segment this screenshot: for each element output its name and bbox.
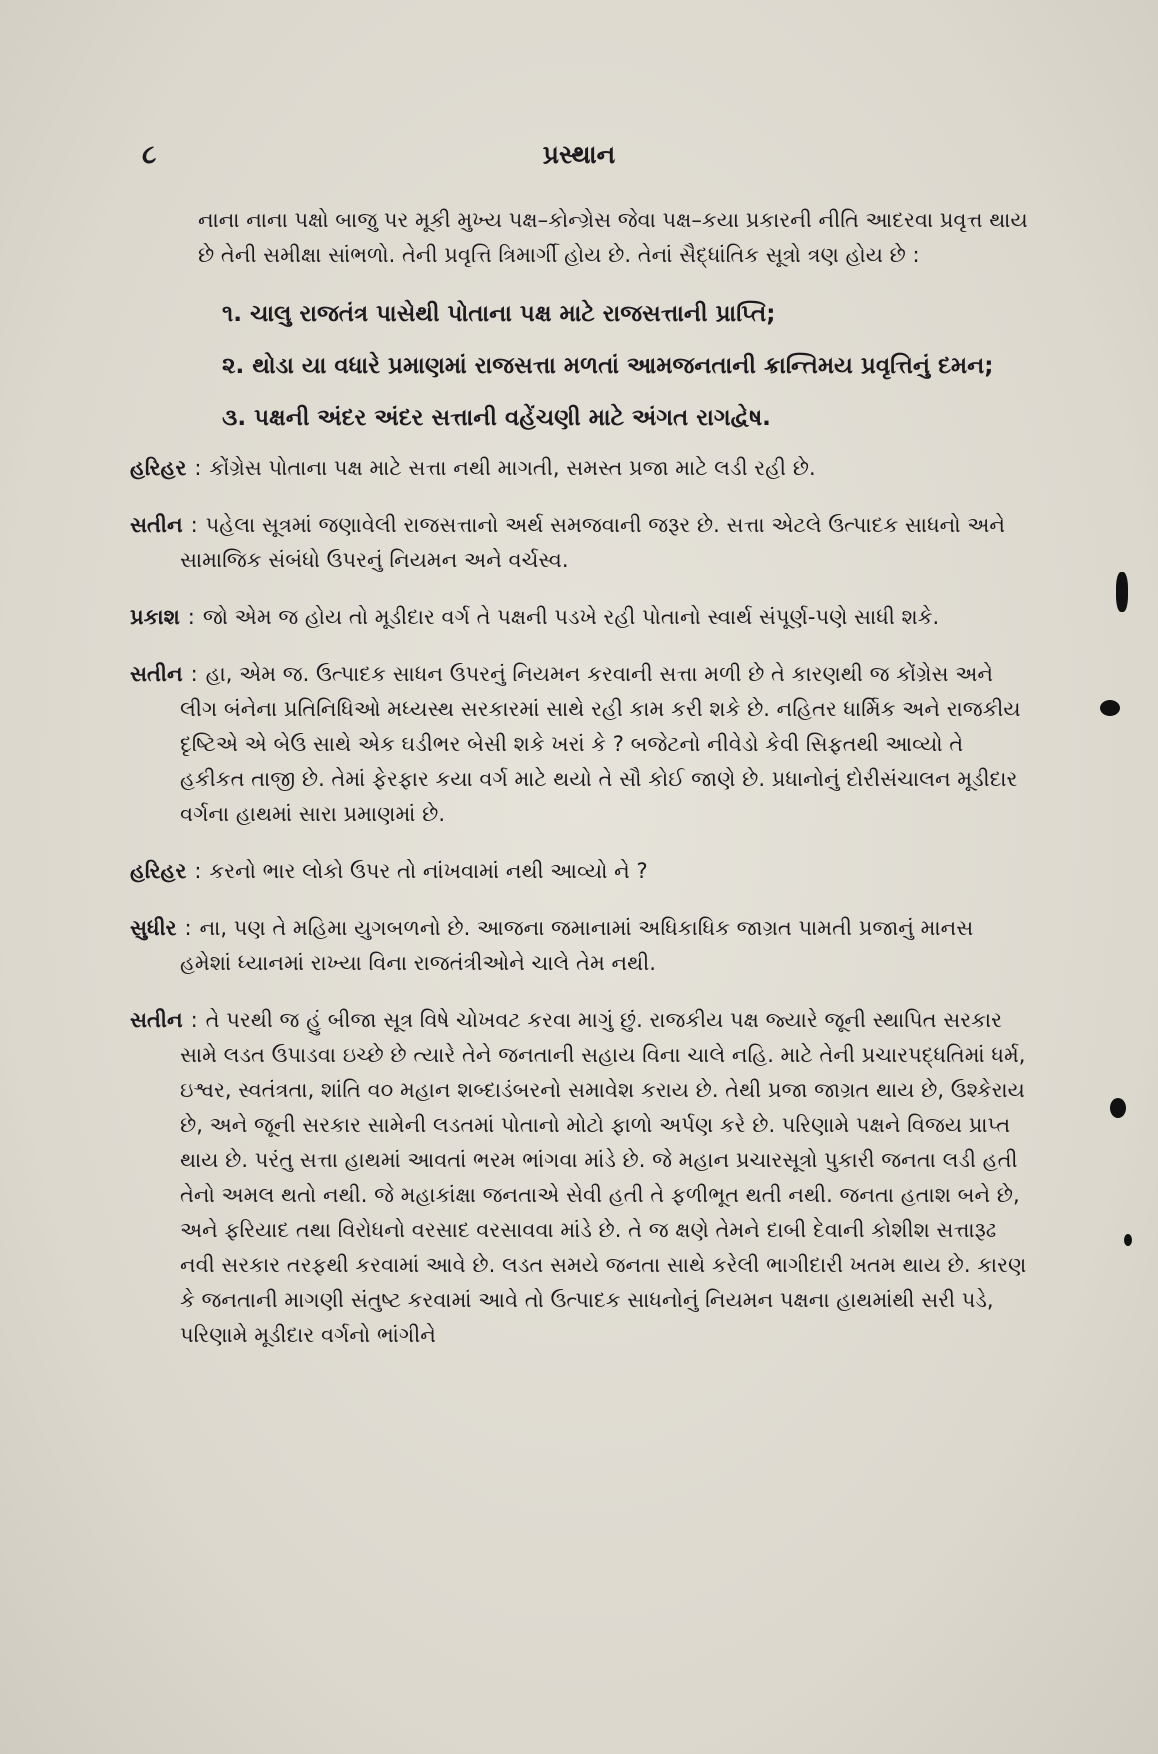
dialogue-line: [130, 1003, 1030, 1353]
dialogue-text: પહેલા સૂત્રમાં જણાવેલી રાજસત્તાનો અર્થ સમજવાની જરૂર છે. સત્તા એટલે ઉત્પાદક સાધનો અને સામાજિક સંબંધો ઉપરનું નિયમન અને વર્ચસ્વ.: [180, 513, 1006, 572]
speaker-name: પ્રકાશ: [130, 605, 180, 629]
dialogue-line: [130, 508, 1030, 578]
page-body: [130, 203, 1030, 1375]
principles-list: [130, 295, 1030, 437]
speaker-name: હરિહર: [130, 456, 187, 480]
speaker-separator: :: [190, 1008, 198, 1032]
dialogue-line: [130, 911, 1030, 981]
dialogue-text: ના, પણ તે મહિમા યુગબળનો છે. આજના જમાનામાં અધિકાધિક જાગ્રત પામતી પ્રજાનું માનસ હમેશાં ધ્યાનમાં રાખ્યા વિના રાજતંત્રીઓને ચાલે તેમ નથી.: [180, 916, 974, 975]
speaker-separator: :: [194, 859, 202, 883]
running-head: પ્રસ્થાન: [542, 140, 616, 169]
speaker-separator: :: [190, 513, 198, 537]
speaker-separator: :: [190, 662, 198, 686]
intro-paragraph: નાના નાના પક્ષો બાજુ પર મૂકી મુખ્ય પક્ષ–કોન્ગ્રેસ જેવા પક્ષ–કયા પ્રકારની નીતિ આદરવા પ્રવૃત્ત થાય છે તેની સમીક્ષા સાંભળો. તેની પ્રવૃત્તિ ત્રિમાર્ગી હોય છે. તેનાં સૈદ્ધાંતિક સૂત્રો ત્રણ હોય છે :: [198, 208, 1028, 267]
principle-item: ૩. પક્ષની અંદર અંદર સત્તાની વહેંચણી માટે અંગત રાગદ્વેષ.: [222, 405, 771, 431]
ink-blot: [1116, 572, 1128, 612]
dialogue-line: [130, 451, 1030, 486]
ink-blot: [1110, 1098, 1126, 1118]
speaker-separator: :: [194, 456, 202, 480]
speaker-separator: :: [187, 605, 195, 629]
speaker-name: સતીન: [130, 662, 183, 686]
speaker-name: સતીન: [130, 513, 183, 537]
speaker-name: સુધીર: [130, 916, 177, 940]
page-header: [0, 140, 1158, 180]
speaker-separator: :: [184, 916, 192, 940]
dialogue-line: [130, 600, 1030, 635]
speaker-name: હરિહર: [130, 859, 187, 883]
ink-blot: [1124, 1234, 1132, 1246]
dialogue-line: [130, 657, 1030, 832]
ink-blot: [1100, 700, 1120, 716]
dialogue-text: કોંગ્રેસ પોતાના પક્ષ માટે સત્તા નથી માગતી, સમસ્ત પ્રજા માટે લડી રહી છે.: [209, 456, 816, 480]
dialogue-text: કરનો ભાર લોકો ઉપર તો નાંખવામાં નથી આવ્યો ને ?: [209, 859, 648, 883]
dialogue-line: [130, 854, 1030, 889]
dialogue-text: તે પરથી જ હું બીજા સૂત્ર વિષે ચોખવટ કરવા માગું છું. રાજકીય પક્ષ જ્યારે જૂની સ્થાપિત સરકાર સામે લડત ઉપાડવા ઇચ્છે છે ત્યારે તેને જનતાની સહાય વિના ચાલે નહિ. માટે તેની પ્રચારપદ્ધતિમાં ધર્મ, ઇશ્વર, સ્વતંત્રતા, શાંતિ વ૦ મહાન શબ્દાડંબરનો સમાવેશ કરાય છે. તેથી પ્રજા જાગ્રત થાય છે, ઉશ્કેરાય છે, અને જૂની સરકાર સામેની લડતમાં પોતાનો મોટો ફાળો અર્પણ કરે છે. પરિણામે પક્ષને વિજય પ્રાપ્ત થાય છે. પરંતુ સત્તા હાથમાં આવતાં ભરમ ભાંગવા માંડે છે. જે મહાન પ્રચારસૂત્રો પુકારી જનતા લડી હતી તેનો અમલ થતો નથી. જે મહાકાંક્ષા જનતાએ સેવી હતી તે ફળીભૂત થતી નથી. જનતા હતાશ બને છે, અને ફરિયાદ તથા વિરોધનો વરસાદ વરસાવવા માંડે છે. તે જ ક્ષણે તેમને દાબી દેવાની કોશીશ સત્તારૂઢ નવી સરકાર તરફથી કરવામાં આવે છે. લડત સમયે જનતા સાથે કરેલી ભાગીદારી ખતમ થાય છે. કારણ કે જનતાની માગણી સંતુષ્ટ કરવામાં આવે તો ઉત્પાદક સાધનોનું નિયમન પક્ષના હાથમાંથી સરી પડે, પરિણામે મૂડીદાર વર્ગનો ભાંગીને: [180, 1008, 1027, 1347]
principle-item: ૧. ચાલુ રાજતંત્ર પાસેથી પોતાના પક્ષ માટે રાજસત્તાની પ્રાપ્તિ;: [222, 301, 776, 327]
page-number: ૮: [142, 140, 157, 170]
speaker-name: સતીન: [130, 1008, 183, 1032]
dialogue-text: જો એમ જ હોય તો મૂડીદાર વર્ગ તે પક્ષની પડખે રહી પોતાનો સ્વાર્થ સંપૂર્ણ-પણે સાધી શકે.: [202, 605, 940, 629]
dialogue-text: હા, એમ જ. ઉત્પાદક સાધન ઉપરનું નિયમન કરવાની સત્તા મળી છે તે કારણથી જ કોંગ્રેસ અને લીગ બંનેના પ્રતિનિધિઓ મધ્યસ્થ સરકારમાં સાથે રહી કામ કરી શકે છે. નહિતર ધાર્મિક અને રાજકીય દૃષ્ટિએ એ બેઉ સાથે એક ઘડીભર બેસી શકે ખરાં કે ? બજેટનો નીવેડો કેવી સિફતથી આવ્યો તે હકીકત તાજી છે. તેમાં ફેરફાર કયા વર્ગ માટે થયો તે સૌ કોઈ જાણે છે. પ્રધાનોનું દોરીસંચાલન મૂડીદાર વર્ગના હાથમાં સારા પ્રમાણમાં છે.: [180, 662, 1021, 826]
principle-item: ૨. થોડા યા વધારે પ્રમાણમાં રાજસત્તા મળતાં આમજનતાની ક્રાન્તિમય પ્રવૃત્તિનું દમન;: [222, 353, 994, 379]
